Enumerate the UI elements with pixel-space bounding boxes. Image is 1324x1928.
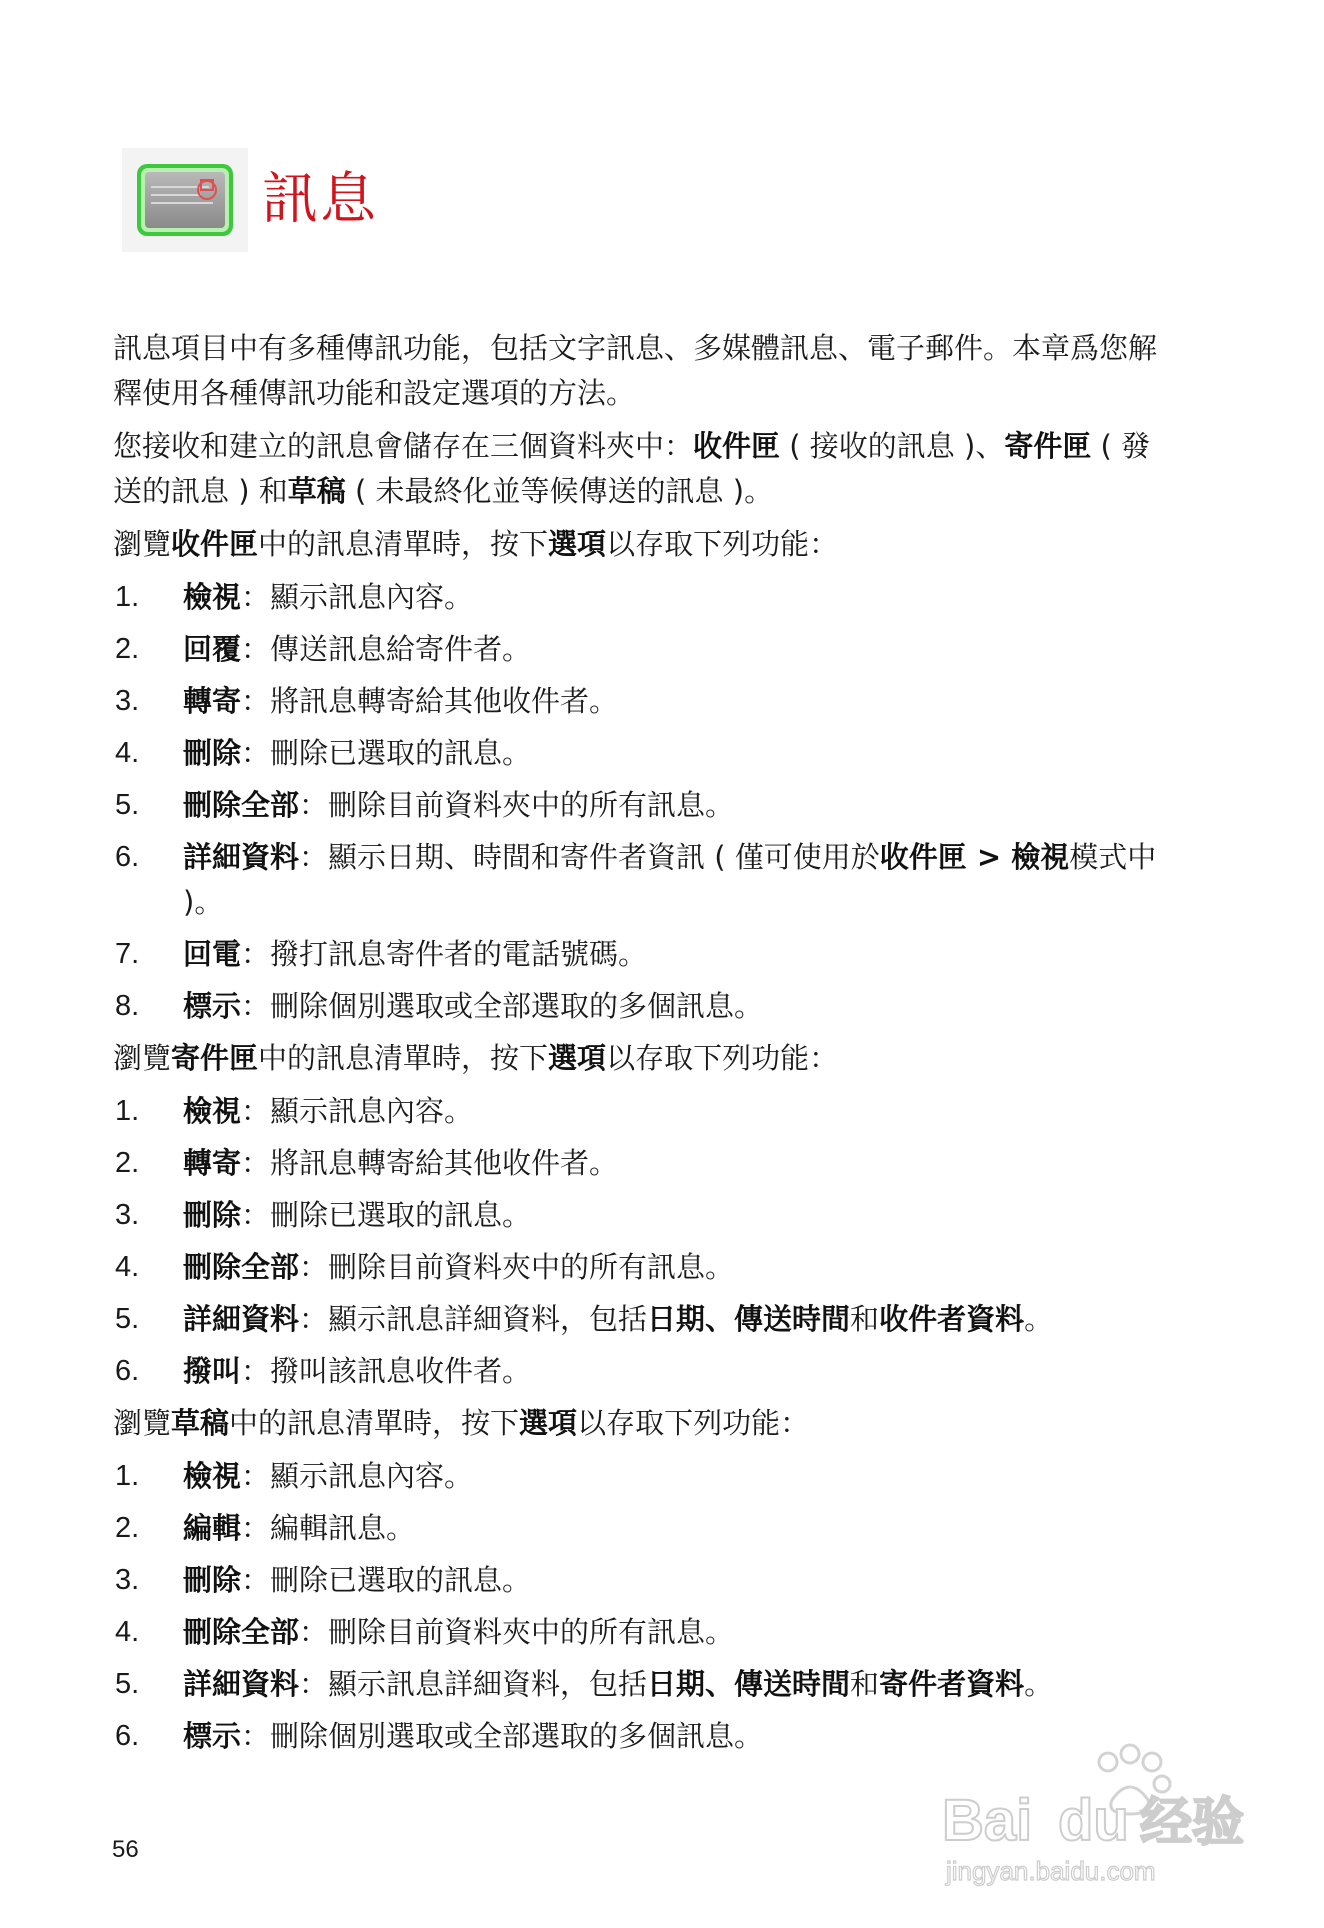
- list-item: [113, 835, 1173, 925]
- item-text: [183, 575, 1173, 620]
- item-text: [183, 1558, 1173, 1603]
- item-term: 檢視: [183, 1459, 242, 1493]
- list-item: [113, 932, 1173, 977]
- item-term: 刪除: [183, 1198, 242, 1232]
- item-term: 檢視: [183, 1094, 242, 1128]
- section-intro-text: 中的訊息清單時，按下: [229, 1406, 520, 1440]
- options-term: 選項: [548, 527, 607, 561]
- item-number: 2.: [115, 1147, 140, 1179]
- sent-term: 寄件匣: [1004, 429, 1092, 463]
- item-desc: ：刪除個別選取或全部選取的多個訊息。: [241, 989, 764, 1023]
- list-item: [113, 627, 1173, 672]
- list-item: [113, 575, 1173, 620]
- list-item: [113, 1089, 1173, 1134]
- item-text: [183, 984, 1173, 1029]
- item-term: 詳細資料: [183, 1667, 300, 1701]
- item-desc: ：傳送訊息給寄件者。: [241, 632, 532, 666]
- item-text: [183, 835, 1173, 925]
- folders-text: ( 接收的訊息 )、: [780, 429, 1005, 463]
- folder-term: 寄件匣: [171, 1041, 259, 1075]
- list-item: [113, 1662, 1173, 1707]
- item-term: 轉寄: [183, 684, 242, 718]
- item-text: [183, 1610, 1173, 1655]
- item-desc: ：刪除已選取的訊息。: [241, 1198, 532, 1232]
- list-item: [113, 1297, 1173, 1342]
- item-desc: ：刪除個別選取或全部選取的多個訊息。: [241, 1719, 764, 1753]
- item-term: 標示: [183, 989, 242, 1023]
- folder-term: 收件匣: [171, 527, 259, 561]
- item-term: 撥叫: [183, 1354, 242, 1388]
- page-number: 56: [112, 1836, 139, 1863]
- item-term: 檢視: [183, 580, 242, 614]
- sent-function-list: [113, 1089, 1173, 1394]
- item-number: 5.: [115, 1303, 140, 1335]
- item-text: [183, 1662, 1173, 1707]
- item-number: 1.: [115, 1095, 140, 1127]
- svg-text:经验: 经验: [1140, 1793, 1245, 1853]
- item-text: [183, 1141, 1173, 1186]
- item-term: 詳細資料: [183, 1302, 300, 1336]
- list-item: [113, 984, 1173, 1029]
- item-text: [183, 1349, 1173, 1394]
- item-term: 寄件者資料: [879, 1667, 1025, 1701]
- list-item: [113, 1193, 1173, 1238]
- section-intro-text: 瀏覽: [113, 1406, 172, 1440]
- item-desc: 和: [850, 1302, 880, 1336]
- item-number: 7.: [115, 938, 140, 970]
- baidu-watermark: [940, 1740, 1270, 1890]
- page-title: 訊息: [262, 167, 378, 232]
- list-item: [113, 1245, 1173, 1290]
- item-text: [183, 627, 1173, 672]
- item-desc: ：刪除已選取的訊息。: [241, 736, 532, 770]
- section-intro-text: 瀏覽: [113, 527, 172, 561]
- baidu-logo-icon: [940, 1740, 1270, 1890]
- section-intro-text: 以存取下列功能：: [577, 1406, 810, 1440]
- item-text: [183, 783, 1173, 828]
- item-desc: ：編輯訊息。: [241, 1511, 416, 1545]
- item-text: [183, 1193, 1173, 1238]
- item-desc: ：顯示訊息詳細資料，包括: [299, 1667, 648, 1701]
- folders-text: ( 發送的訊息 ) 和: [113, 429, 1151, 508]
- list-item: [113, 679, 1173, 724]
- folder-term: 草稿: [171, 1406, 230, 1440]
- item-number: 3.: [115, 1564, 140, 1596]
- item-term: 收件者資料: [879, 1302, 1025, 1336]
- section-intro-text: 中的訊息清單時，按下: [258, 527, 549, 561]
- item-number: 2.: [115, 1512, 140, 1544]
- intro-paragraph: 訊息項目中有多種傳訊功能，包括文字訊息、多媒體訊息、電子郵件。本章爲您解釋使用各種傳訊功能和設定選項的方法。: [113, 331, 1158, 410]
- item-desc: ：刪除目前資料夾中的所有訊息。: [299, 1250, 735, 1284]
- item-number: 5.: [115, 789, 140, 821]
- item-text: [183, 731, 1173, 776]
- item-term: 編輯: [183, 1511, 242, 1545]
- item-desc: ：刪除目前資料夾中的所有訊息。: [299, 788, 735, 822]
- item-term: 刪除全部: [183, 788, 300, 822]
- item-desc: ：顯示訊息詳細資料，包括: [299, 1302, 648, 1336]
- item-desc: 和: [850, 1667, 880, 1701]
- item-desc: ：撥打訊息寄件者的電話號碼。: [241, 937, 648, 971]
- section-intro-sent: [113, 1036, 1173, 1081]
- item-desc: 。: [1024, 1302, 1054, 1336]
- item-desc: ：顯示日期、時間和寄件者資訊 ( 僅可使用於: [299, 840, 880, 874]
- item-number: 5.: [115, 1668, 140, 1700]
- list-item: [113, 1506, 1173, 1551]
- item-number: 2.: [115, 633, 140, 665]
- item-number: 4.: [115, 1251, 140, 1283]
- item-number: 6.: [115, 841, 140, 873]
- list-item: [113, 1454, 1173, 1499]
- content-body: [113, 326, 1173, 1766]
- item-desc: ：刪除已選取的訊息。: [241, 1563, 532, 1597]
- item-number: 1.: [115, 581, 140, 613]
- drafts-function-list: [113, 1454, 1173, 1759]
- list-item: [113, 731, 1173, 776]
- svg-text:du: du: [1058, 1788, 1129, 1853]
- item-desc: 模式中 )。: [183, 840, 1157, 919]
- item-term: 刪除: [183, 736, 242, 770]
- item-number: 3.: [115, 1199, 140, 1231]
- item-term: 刪除全部: [183, 1250, 300, 1284]
- list-item: [113, 1141, 1173, 1186]
- item-term: 轉寄: [183, 1146, 242, 1180]
- item-text: [183, 1506, 1173, 1551]
- list-item: [113, 783, 1173, 828]
- item-term: 刪除全部: [183, 1615, 300, 1649]
- item-term: 標示: [183, 1719, 242, 1753]
- options-term: 選項: [548, 1041, 607, 1075]
- list-item: [113, 1558, 1173, 1603]
- list-item: [113, 1349, 1173, 1394]
- item-desc: ：將訊息轉寄給其他收件者。: [241, 1146, 619, 1180]
- message-icon: [122, 148, 248, 252]
- list-item: [113, 1610, 1173, 1655]
- section-intro-text: 中的訊息清單時，按下: [258, 1041, 549, 1075]
- item-number: 4.: [115, 737, 140, 769]
- folders-paragraph: [113, 424, 1173, 514]
- item-desc: 。: [1024, 1667, 1054, 1701]
- item-number: 8.: [115, 990, 140, 1022]
- item-desc: ：刪除目前資料夾中的所有訊息。: [299, 1615, 735, 1649]
- folders-text: ( 未最終化並等候傳送的訊息 )。: [345, 474, 774, 508]
- item-number: 4.: [115, 1616, 140, 1648]
- section-intro-text: 以存取下列功能：: [606, 1041, 839, 1075]
- item-term: 收件匣 > 檢視: [879, 840, 1070, 874]
- item-term: 刪除: [183, 1563, 242, 1597]
- svg-text:Bai: Bai: [942, 1788, 1033, 1853]
- item-number: 3.: [115, 685, 140, 717]
- item-number: 6.: [115, 1355, 140, 1387]
- item-number: 6.: [115, 1720, 140, 1752]
- item-term: 詳細資料: [183, 840, 300, 874]
- item-desc: ：將訊息轉寄給其他收件者。: [241, 684, 619, 718]
- section-intro-text: 以存取下列功能：: [606, 527, 839, 561]
- section-intro-drafts: [113, 1401, 1173, 1446]
- drafts-term: 草稿: [287, 474, 346, 508]
- section-intro-text: 瀏覽: [113, 1041, 172, 1075]
- options-term: 選項: [519, 1406, 578, 1440]
- item-text: [183, 1245, 1173, 1290]
- item-term: 日期、傳送時間: [647, 1302, 851, 1336]
- item-desc: ：撥叫該訊息收件者。: [241, 1354, 532, 1388]
- inbox-term: 收件匣: [693, 429, 781, 463]
- svg-text:jingyan.baidu.com: jingyan.baidu.com: [946, 1856, 1156, 1886]
- section-intro-inbox: [113, 522, 1173, 567]
- inbox-function-list: [113, 575, 1173, 1029]
- item-desc: ：顯示訊息內容。: [241, 1094, 474, 1128]
- item-desc: ：顯示訊息內容。: [241, 1459, 474, 1493]
- item-term: 回電: [183, 937, 242, 971]
- item-number: 1.: [115, 1460, 140, 1492]
- item-term: 回覆: [183, 632, 242, 666]
- item-text: [183, 932, 1173, 977]
- item-text: [183, 679, 1173, 724]
- item-desc: ：顯示訊息內容。: [241, 580, 474, 614]
- item-text: [183, 1454, 1173, 1499]
- item-text: [183, 1089, 1173, 1134]
- item-text: [183, 1297, 1173, 1342]
- folders-text: 您接收和建立的訊息會儲存在三個資料夾中：: [113, 429, 694, 463]
- item-term: 日期、傳送時間: [647, 1667, 851, 1701]
- chapter-header: [122, 148, 378, 252]
